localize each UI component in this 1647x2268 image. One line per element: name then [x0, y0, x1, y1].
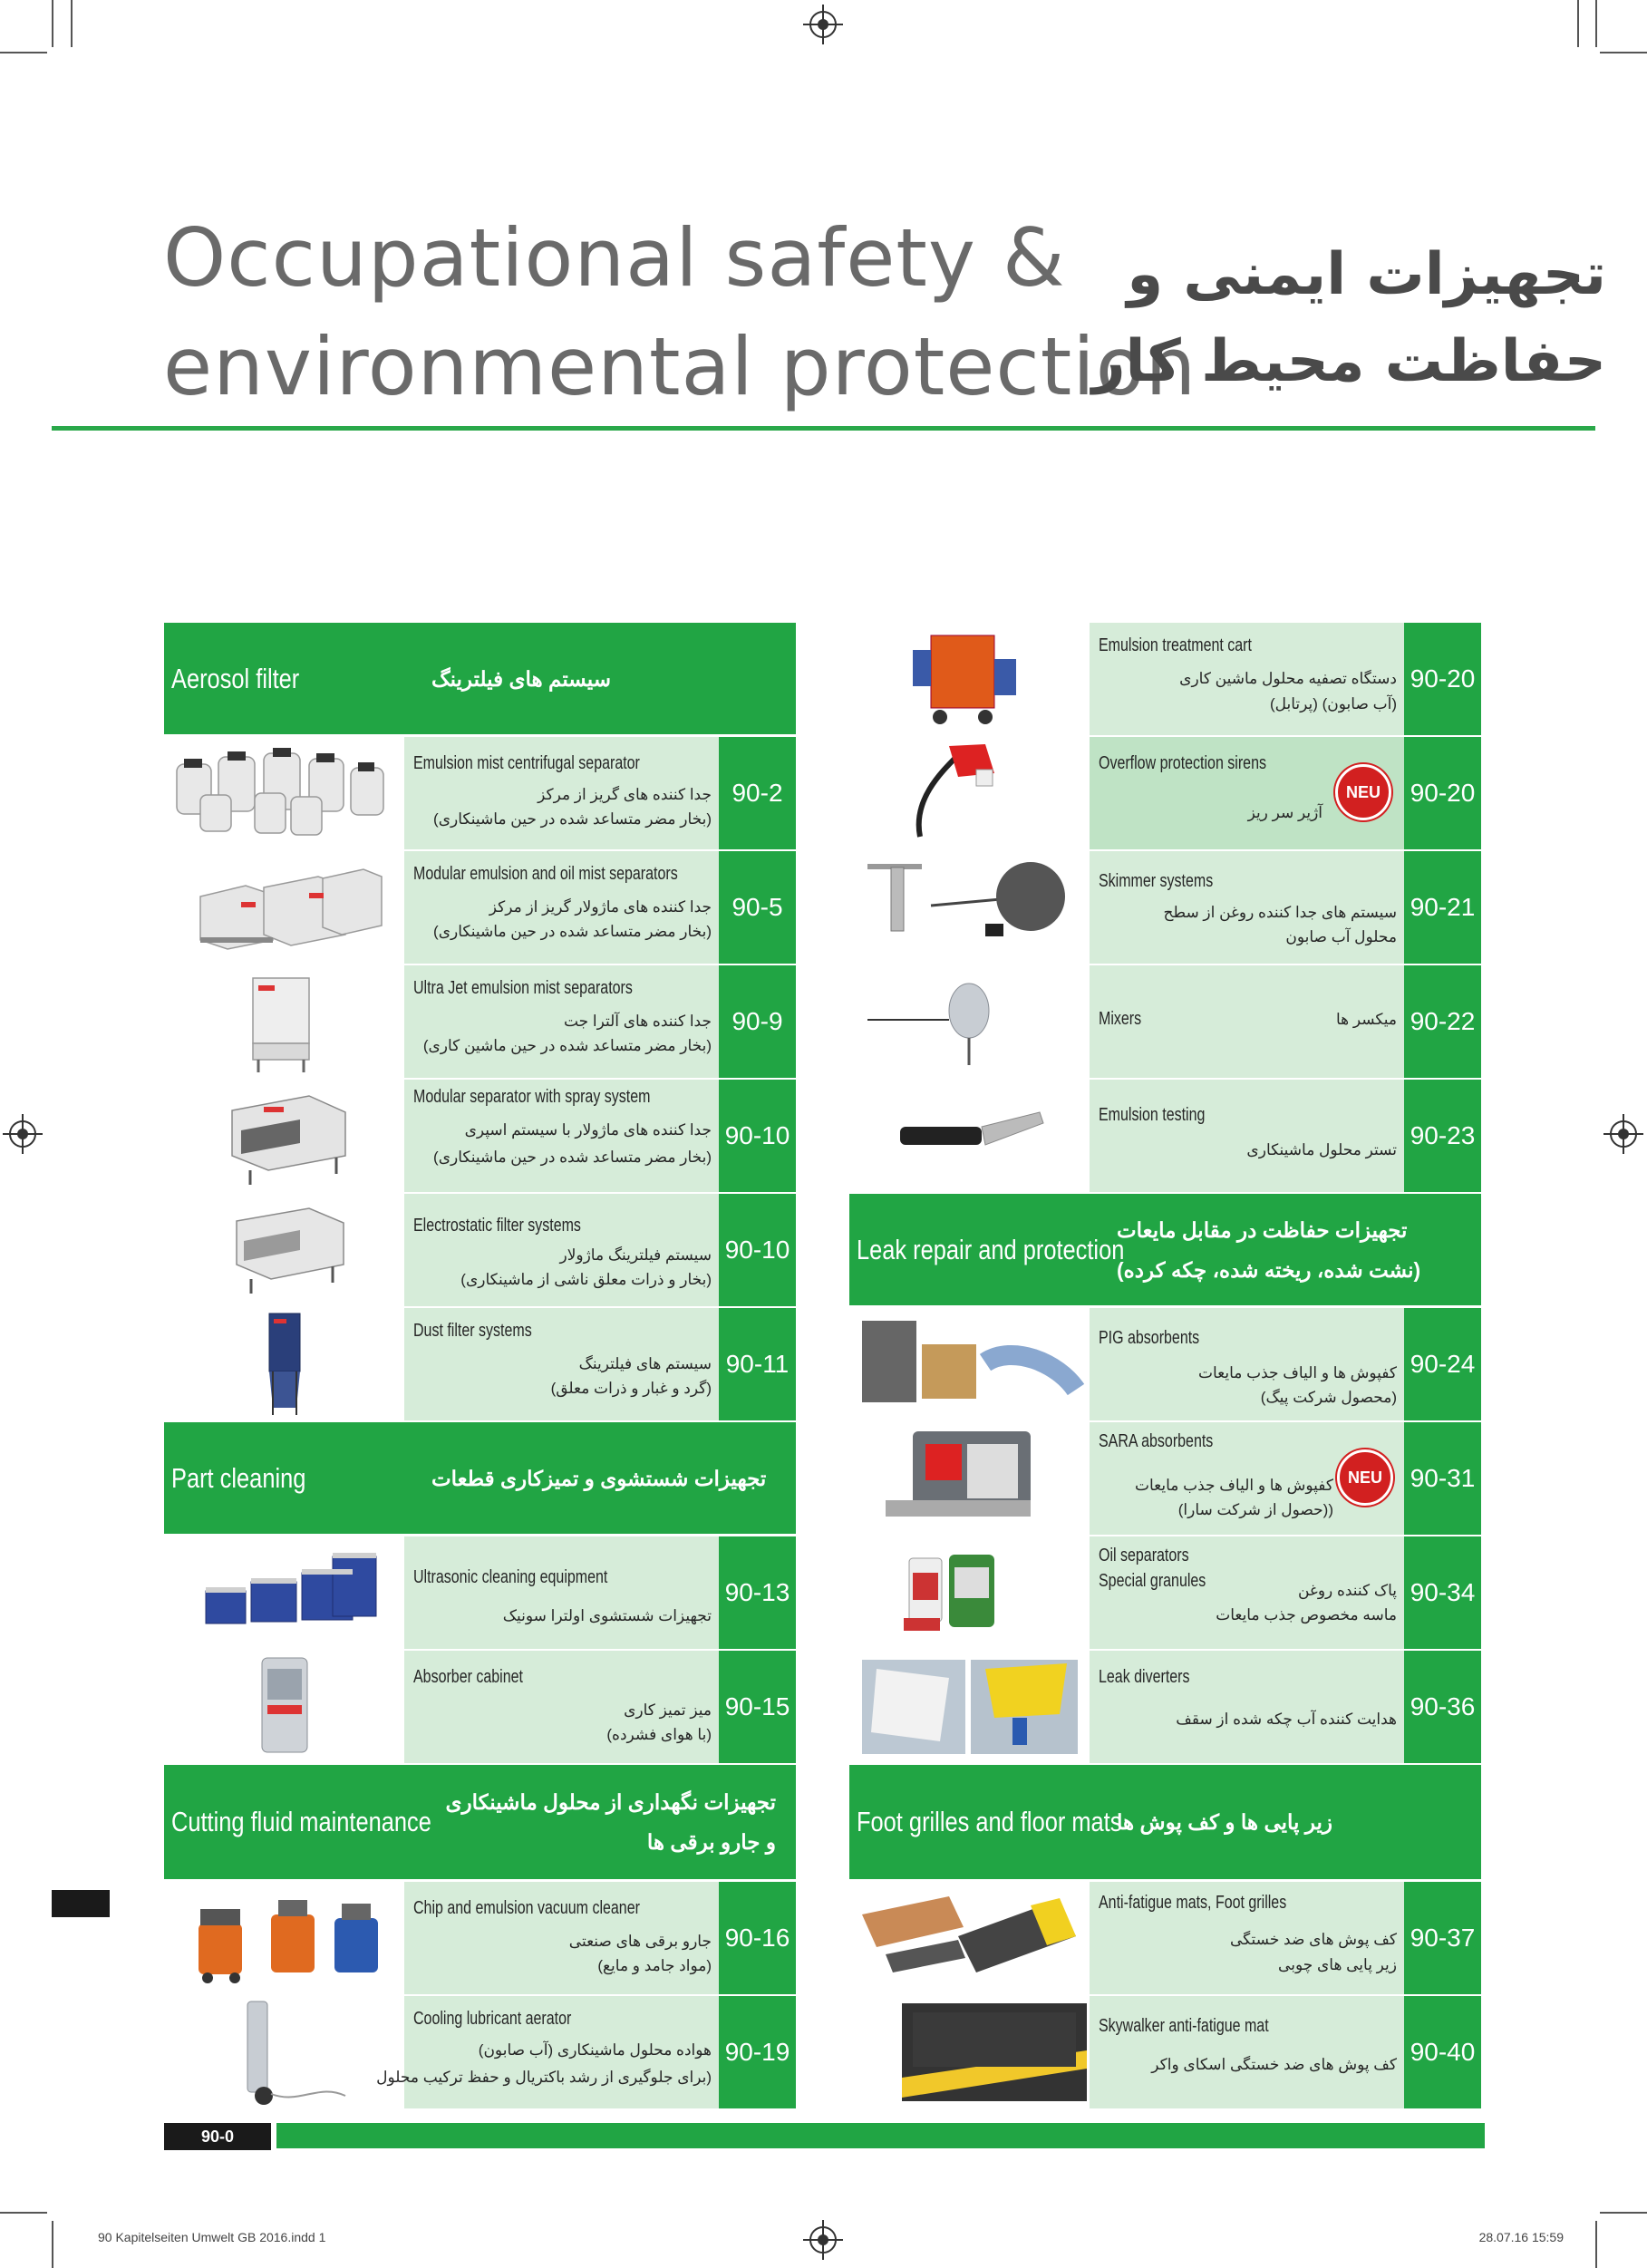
page-number: 90-20 [1404, 737, 1481, 849]
catalog-row[interactable] [164, 1308, 796, 1422]
item-text [1090, 1651, 1404, 1763]
section-aerosol-filter[interactable] [164, 623, 796, 734]
item-text [376, 1996, 719, 2108]
item-desc-fa: سیستم های جدا کننده روغن از سطح [1163, 904, 1397, 921]
section-cutting-fluid-maintenance[interactable] [164, 1765, 796, 1879]
item-text [1090, 1882, 1404, 1994]
product-image [164, 1194, 405, 1306]
item-desc-fa: میز تمیز کاری [624, 1701, 712, 1719]
item-text [1090, 737, 1404, 849]
item-name: Modular emulsion and oil mist separators [413, 864, 678, 884]
catalog-row[interactable] [849, 1536, 1481, 1651]
item-name: Modular separator with spray system [413, 1087, 651, 1107]
section-part-cleaning[interactable] [164, 1422, 796, 1534]
registration-mark [809, 2226, 837, 2253]
product-image [849, 851, 1090, 964]
page-number: 90-11 [719, 1308, 796, 1420]
page-title-persian [1062, 231, 1606, 405]
catalog-row[interactable] [849, 1422, 1481, 1536]
page-title-english [163, 204, 1196, 422]
page-number: 90-19 [719, 1996, 796, 2108]
product-image [849, 623, 1090, 735]
item-desc-fa: پاک کننده روغن [1297, 1582, 1397, 1599]
page-number: 90-13 [719, 1536, 796, 1649]
product-image [849, 965, 1090, 1078]
item-name: Mixers [1099, 1009, 1142, 1029]
crop-mark [1595, 0, 1597, 47]
product-image [164, 1651, 405, 1763]
title-line-2: environmental protection [163, 320, 1197, 413]
new-badge-icon: NEU [1335, 764, 1391, 820]
chapter-tab-marker [52, 1890, 110, 1917]
item-name: Emulsion treatment cart [1099, 635, 1252, 655]
product-image [164, 1996, 405, 2108]
item-text [1090, 1422, 1404, 1535]
product-image [164, 851, 405, 964]
catalog-row[interactable] [849, 737, 1481, 851]
catalog-row[interactable] [849, 1308, 1481, 1422]
item-desc-fa: محلول آب صابون [1285, 928, 1397, 945]
section-title-fa: زیر پایی ها و کف پوش ها [1117, 1810, 1333, 1834]
item-name: PIG absorbents [1099, 1328, 1200, 1348]
item-desc-fa: دستگاه تصفیه محلول ماشین کاری [1179, 670, 1397, 687]
item-text [404, 851, 719, 964]
section-leak-repair[interactable] [849, 1194, 1481, 1305]
crop-mark [1595, 2221, 1597, 2268]
page-number: 90-37 [1404, 1882, 1481, 1994]
product-image [849, 1080, 1090, 1192]
page-number: 90-36 [1404, 1651, 1481, 1763]
registration-mark [9, 1120, 36, 1148]
product-image [849, 1536, 1090, 1649]
crop-mark [52, 2221, 53, 2268]
title-fa-line-2: حفاظت محیط کار [1091, 328, 1606, 395]
product-image [849, 1882, 1090, 1994]
page-number: 90-9 [719, 965, 796, 1078]
section-title-fa: تجهیزات شستشوی و تمیزکاری قطعات [431, 1466, 767, 1490]
page-number: 90-22 [1404, 965, 1481, 1078]
left-column [164, 623, 796, 2110]
catalog-row[interactable] [164, 1651, 796, 1765]
item-desc-fa: زیر پایی های چوبی [1278, 1956, 1397, 1973]
item-desc-fa: (محصول شرکت پیگ) [1260, 1389, 1397, 1406]
item-name: Absorber cabinet [413, 1667, 523, 1687]
item-desc-fa: (بخار و ذرات معلق ناشی از ماشینکاری) [460, 1271, 712, 1288]
section-title: Foot grilles and floor mats [857, 1806, 1122, 1837]
product-image [849, 1996, 1090, 2108]
item-desc-fa: (بخار مضر متساعد شده در حین ماشینکاری) [433, 810, 712, 828]
item-name: Oil separators [1099, 1546, 1189, 1565]
page-number: 90-23 [1404, 1080, 1481, 1192]
item-text [404, 1651, 719, 1763]
crop-mark [52, 0, 53, 47]
product-image [164, 1882, 405, 1994]
item-desc-fa: هدایت کننده آب چکه شده از سقف [1176, 1711, 1397, 1728]
catalog-row[interactable] [849, 965, 1481, 1080]
new-badge-icon: NEU [1337, 1449, 1393, 1506]
catalog-row[interactable] [164, 1882, 796, 1996]
product-image [849, 1651, 1090, 1763]
item-text [404, 737, 719, 849]
section-title: Leak repair and protection [857, 1233, 1125, 1265]
item-name: Overflow protection sirens [1099, 753, 1266, 773]
item-desc-fa: جدا کننده های ماژولار با سیستم اسپری [464, 1121, 712, 1139]
item-text [1090, 1308, 1404, 1420]
item-desc-fa: تستر محلول ماشینکاری [1246, 1141, 1397, 1158]
page-number: 90-31 [1404, 1422, 1481, 1535]
item-text [1090, 851, 1404, 964]
item-desc-fa: سیستم های فیلترینگ [578, 1355, 712, 1372]
footer-bar [276, 2123, 1485, 2148]
item-desc-fa: (گرد و غبار و ذرات معلق) [550, 1380, 712, 1397]
title-fa-line-1: تجهیزات ایمنی و [1127, 241, 1606, 308]
title-divider [52, 426, 1595, 431]
page-number: 90-10 [719, 1080, 796, 1192]
item-desc-fa: آژیر سر ریز [1247, 804, 1322, 821]
item-text [1090, 1080, 1404, 1192]
page-number: 90-15 [719, 1651, 796, 1763]
page-number: 90-34 [1404, 1536, 1481, 1649]
catalog-row[interactable] [164, 1536, 796, 1651]
product-image [164, 1308, 405, 1420]
item-desc-fa: (با هوای فشرده) [606, 1726, 712, 1743]
section-title-fa: تجهیزات نگهداری از محلول ماشینکاری و جارو برقی ها [445, 1790, 776, 1854]
item-text [404, 1080, 719, 1192]
catalog-row[interactable] [849, 1882, 1481, 1996]
item-desc-fa: تجهیزات شستشوی اولترا سونیک [502, 1607, 712, 1624]
catalog-row[interactable] [849, 1080, 1481, 1194]
item-desc-fa: کف پوش های ضد خستگی [1229, 1931, 1397, 1948]
item-desc-fa: (مواد جامد و مایع) [597, 1957, 712, 1974]
item-name: Ultrasonic cleaning equipment [413, 1567, 608, 1587]
page-number: 90-10 [719, 1194, 796, 1306]
item-name: Electrostatic filter systems [413, 1216, 581, 1236]
section-title-fa-line: تجهیزات حفاظت در مقابل مایعات [1117, 1217, 1408, 1242]
right-column [849, 623, 1481, 2110]
product-image [164, 737, 405, 849]
section-title: Aerosol filter [171, 662, 300, 694]
item-name: Leak diverters [1099, 1667, 1190, 1687]
item-desc-fa: جدا کننده های گریز از مرکز [538, 786, 712, 803]
item-desc-fa: جدا کننده های آلترا جت [563, 1013, 712, 1030]
item-desc-fa: جارو برقی های صنعتی [568, 1933, 712, 1950]
catalog-row[interactable] [164, 965, 796, 1080]
section-title-fa: سیستم های فیلترینگ [431, 666, 612, 691]
page-number: 90-40 [1404, 1996, 1481, 2108]
section-title: Part cleaning [171, 1461, 306, 1494]
item-desc-fa: هواده محلول ماشینکاری (آب صابون) [478, 2041, 712, 2059]
registration-mark [809, 11, 837, 38]
section-title-fa [1117, 1194, 1461, 1305]
section-foot-grilles[interactable] [849, 1765, 1481, 1879]
item-desc-fa: (بخار مضر متساعد شده در حین ماشینکاری) [433, 923, 712, 940]
item-text [1090, 965, 1404, 1078]
page-number: 90-5 [719, 851, 796, 964]
item-text [1090, 623, 1404, 735]
page-number: 90-20 [1404, 623, 1481, 735]
page-number: 90-16 [719, 1882, 796, 1994]
registration-mark [1610, 1120, 1637, 1148]
item-text [1090, 1536, 1404, 1649]
print-date: 28.07.16 15:59 [1478, 2230, 1564, 2244]
item-desc-fa: (بخار مضر متساعد شده در حین ماشینکاری) [433, 1149, 712, 1166]
item-name: Anti-fatigue mats, Foot grilles [1099, 1893, 1287, 1913]
item-desc-fa: سیستم فیلترینگ ماژولار [559, 1246, 712, 1264]
product-image [164, 1536, 405, 1649]
item-desc-fa: ماسه مخصوص جذب مایعات [1216, 1606, 1397, 1623]
catalog-row[interactable] [164, 1080, 796, 1194]
crop-mark [1577, 0, 1579, 47]
item-name: Emulsion mist centrifugal separator [413, 753, 640, 773]
item-name: Skimmer systems [1099, 871, 1214, 891]
item-desc-fa: کفپوش ها و الیاف جذب مایعات [1135, 1477, 1333, 1494]
title-line-1: Occupational safety & [163, 211, 1066, 305]
crop-mark [71, 0, 73, 47]
item-desc-fa: کف پوش های ضد خستگی اسکای واکر [1151, 2056, 1397, 2073]
product-image [849, 1422, 1090, 1535]
page-number-tab: 90-0 [164, 2123, 271, 2150]
crop-mark [1600, 52, 1647, 53]
item-name-2: Special granules [1099, 1571, 1206, 1591]
item-desc-fa: (برای جلوگیری از رشد باکتریال و حفظ ترکیب محلول [376, 2069, 712, 2086]
print-slug: 90 Kapitelseiten Umwelt GB 2016.indd 1 [98, 2230, 326, 2244]
item-name: Ultra Jet emulsion mist separators [413, 978, 633, 998]
page-number: 90-21 [1404, 851, 1481, 964]
item-desc-fa: (آب صابون) (پرتابل) [1269, 695, 1397, 712]
product-image [164, 965, 405, 1078]
catalog-row[interactable] [849, 1651, 1481, 1765]
item-name: Skywalker anti-fatigue mat [1099, 2016, 1269, 2036]
catalog-row[interactable] [849, 1996, 1481, 2110]
catalog-row[interactable] [849, 623, 1481, 737]
page-number: 90-2 [719, 737, 796, 849]
section-title-fa-line: (نشت شده، ریخته شده، چکه کرده) [1117, 1257, 1421, 1282]
catalog-row[interactable] [849, 851, 1481, 965]
item-name: Emulsion testing [1099, 1105, 1206, 1125]
crop-mark [0, 2212, 47, 2214]
item-desc-fa: کفپوش ها و الیاف جذب مایعات [1198, 1364, 1397, 1381]
crop-mark [1600, 2212, 1647, 2214]
item-desc-fa: ((حصول از شرکت سارا) [1177, 1501, 1333, 1518]
item-desc-fa: میکسر ها [1335, 1011, 1397, 1028]
catalog-row[interactable] [164, 1996, 796, 2110]
item-name: SARA absorbents [1099, 1431, 1214, 1451]
item-text [404, 1536, 719, 1649]
item-text [404, 1882, 719, 1994]
catalog-row[interactable] [164, 1194, 796, 1308]
item-name: Cooling lubricant aerator [413, 2009, 572, 2029]
product-image [849, 1308, 1090, 1420]
item-desc-fa: جدا کننده های ماژولار گریز از مرکز [489, 898, 712, 916]
item-name: Chip and emulsion vacuum cleaner [413, 1898, 640, 1918]
page-number: 90-24 [1404, 1308, 1481, 1420]
catalog-row[interactable] [164, 851, 796, 965]
item-text [404, 1194, 719, 1306]
crop-mark [0, 52, 47, 53]
item-desc-fa: (بخار مضر متساعد شده در حین ماشین کاری) [422, 1037, 712, 1054]
item-text [404, 965, 719, 1078]
item-name: Dust filter systems [413, 1321, 532, 1341]
section-title: Cutting fluid maintenance [171, 1806, 431, 1837]
product-image [164, 1080, 405, 1192]
product-image [849, 737, 1090, 849]
item-text [404, 1308, 719, 1420]
catalog-row[interactable] [164, 737, 796, 851]
item-text [1090, 1996, 1404, 2108]
